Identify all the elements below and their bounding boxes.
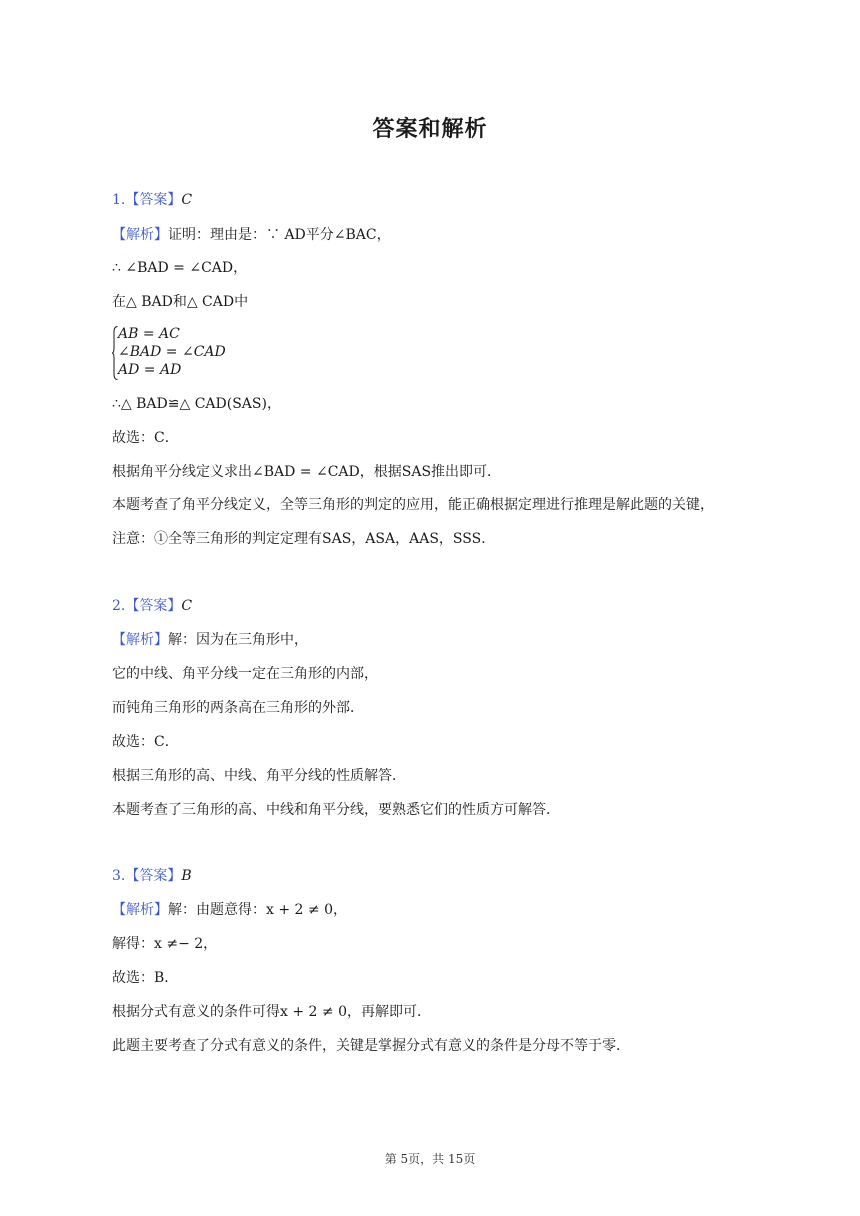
q2-analysis-line-6: 本题考查了三角形的高、中线和角平分线，要熟悉它们的性质方可解答．	[112, 802, 560, 818]
q3-answer: B	[181, 868, 192, 884]
q3-analysis-line-1	[112, 900, 347, 920]
q1-answer-tag: 【答案】	[125, 192, 182, 208]
q1-analysis-line-3: 在△ BAD和△ CAD中	[112, 294, 249, 310]
q1-equation-3: AD = AD	[118, 362, 182, 378]
q2-answer-line	[112, 596, 192, 616]
q2-number: 2.	[112, 598, 126, 614]
q1-analysis-line-1	[112, 225, 391, 245]
q3-analysis-line-4: 根据分式有意义的条件可得x + 2 ≠ 0，再解即可．	[112, 1004, 431, 1020]
q2-analysis-line-4: 故选：C．	[112, 734, 179, 750]
q1-answer: C	[181, 192, 193, 208]
q1-number: 1.	[112, 192, 126, 208]
q3-answer-line	[112, 866, 192, 886]
q2-analysis-tag: 【解析】	[112, 632, 168, 648]
q1-answer-line	[112, 190, 192, 210]
q1-analysis-line-5: 故选：C．	[112, 430, 179, 446]
q1-equation-system	[112, 326, 242, 380]
q3-analysis-line-2: 解得：x ≠− 2，	[112, 936, 218, 952]
q3-analysis-line-3: 故选：B．	[112, 970, 179, 986]
q2-answer: C	[181, 598, 193, 614]
q1-analysis-line-8: 注意：①全等三角形的判定定理有SAS，ASA，AAS，SSS．	[112, 531, 496, 547]
q2-answer-tag: 【答案】	[125, 598, 182, 614]
q1-analysis-line-7: 本题考查了角平分线定义，全等三角形的判定的应用，能正确根据定理进行推理是解此题的关键，	[112, 497, 714, 513]
q2-analysis-line-2: 它的中线、角平分线一定在三角形的内部，	[112, 666, 378, 682]
q1-equation-2: ∠BAD = ∠CAD	[118, 344, 226, 360]
q1-equation-1: AB = AC	[118, 326, 180, 342]
q3-number: 3.	[112, 868, 126, 884]
q1-analysis-tag: 【解析】	[112, 227, 168, 243]
q1-analysis-line-6: 根据角平分线定义求出∠BAD = ∠CAD，根据SAS推出即可．	[112, 464, 502, 480]
page-footer: 第 5页，共 15页	[384, 1152, 476, 1166]
q3-analysis-text-1: 解：由题意得：x + 2 ≠ 0，	[168, 902, 347, 918]
q1-analysis-text-1: 证明：理由是：∵ AD平分∠BAC，	[168, 227, 391, 243]
q1-analysis-line-2: ∴ ∠BAD = ∠CAD，	[112, 260, 248, 276]
q3-answer-tag: 【答案】	[125, 868, 182, 884]
q3-analysis-line-5: 此题主要考查了分式有意义的条件，关键是掌握分式有意义的条件是分母不等于零．	[112, 1038, 630, 1054]
q3-analysis-tag: 【解析】	[112, 902, 168, 918]
q2-analysis-line-1	[112, 630, 308, 650]
page-title: 答案和解析	[372, 117, 488, 142]
q1-analysis-line-4: ∴△ BAD≌△ CAD(SAS)，	[112, 396, 281, 412]
q2-analysis-text-1: 解：因为在三角形中，	[168, 632, 308, 648]
q2-analysis-line-3: 而钝角三角形的两条高在三角形的外部．	[112, 700, 364, 716]
q2-analysis-line-5: 根据三角形的高、中线、角平分线的性质解答．	[112, 768, 406, 784]
